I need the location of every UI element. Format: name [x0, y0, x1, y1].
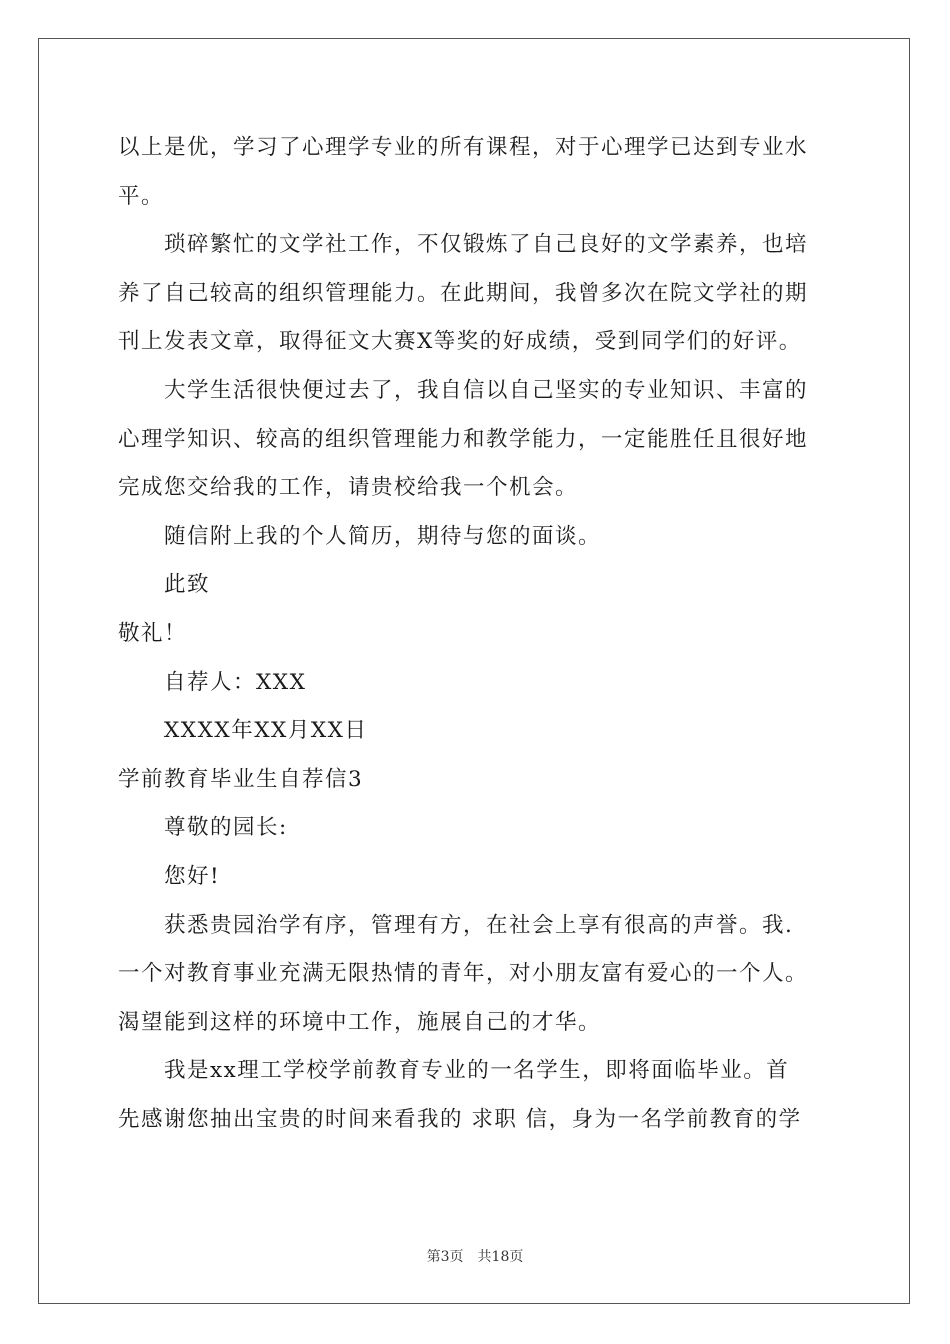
page-footer	[0, 1246, 950, 1266]
section-title: 学前教育毕业生自荐信3	[118, 766, 364, 792]
document-body	[118, 124, 834, 1144]
text-line: 我是xx理工学校学前教育专业的一名学生，即将面临毕业。首	[164, 1058, 790, 1084]
text-line: 琐碎繁忙的文学社工作，不仅锻炼了自己良好的文学素养，也培	[164, 232, 809, 258]
text-line: 一个对教育事业充满无限热情的青年，对小朋友富有爱心的一个人。	[118, 961, 809, 987]
text-line: 以上是优，学习了心理学专业的所有课程，对于心理学已达到专业水	[118, 135, 809, 160]
closing-regards: 敬礼！	[118, 620, 188, 646]
text-line: 养了自己较高的组织管理能力。在此期间，我曾多次在院文学社的期	[118, 280, 809, 306]
text-line: 大学生活很快便过去了，我自信以自己坚实的专业知识、丰富的	[164, 377, 809, 403]
text-line: 完成您交给我的工作，请贵校给我一个机会。	[118, 475, 579, 501]
greeting-line: 尊敬的园长:	[164, 815, 288, 841]
text-line: 刊上发表文章，取得征文大赛X等奖的好成绩，受到同学们的好评。	[118, 329, 802, 355]
page-number: 第3页	[426, 1249, 464, 1265]
text-line: 平。	[118, 183, 165, 209]
closing-salutation: 此致	[164, 572, 211, 598]
text-line: 渴望能到这样的环境中工作，施展自己的才华。	[118, 1009, 602, 1035]
text-line: 心理学知识、较高的组织管理能力和教学能力，一定能胜任且很好地	[118, 426, 809, 452]
signature-line: 自荐人：XXX	[164, 669, 307, 695]
text-line: 获悉贵园治学有序，管理有方，在社会上享有很高的声誉。我.	[164, 912, 794, 938]
text-line: 随信附上我的个人简历，期待与您的面谈。	[164, 523, 602, 549]
greeting-line: 您好!	[164, 863, 221, 889]
text-line: 先感谢您抽出宝贵的时间来看我的 求职 信，身为一名学前教育的学	[118, 1106, 802, 1132]
total-pages: 共18页	[477, 1249, 524, 1265]
date-line: XXXX年XX月XX日	[164, 718, 368, 744]
